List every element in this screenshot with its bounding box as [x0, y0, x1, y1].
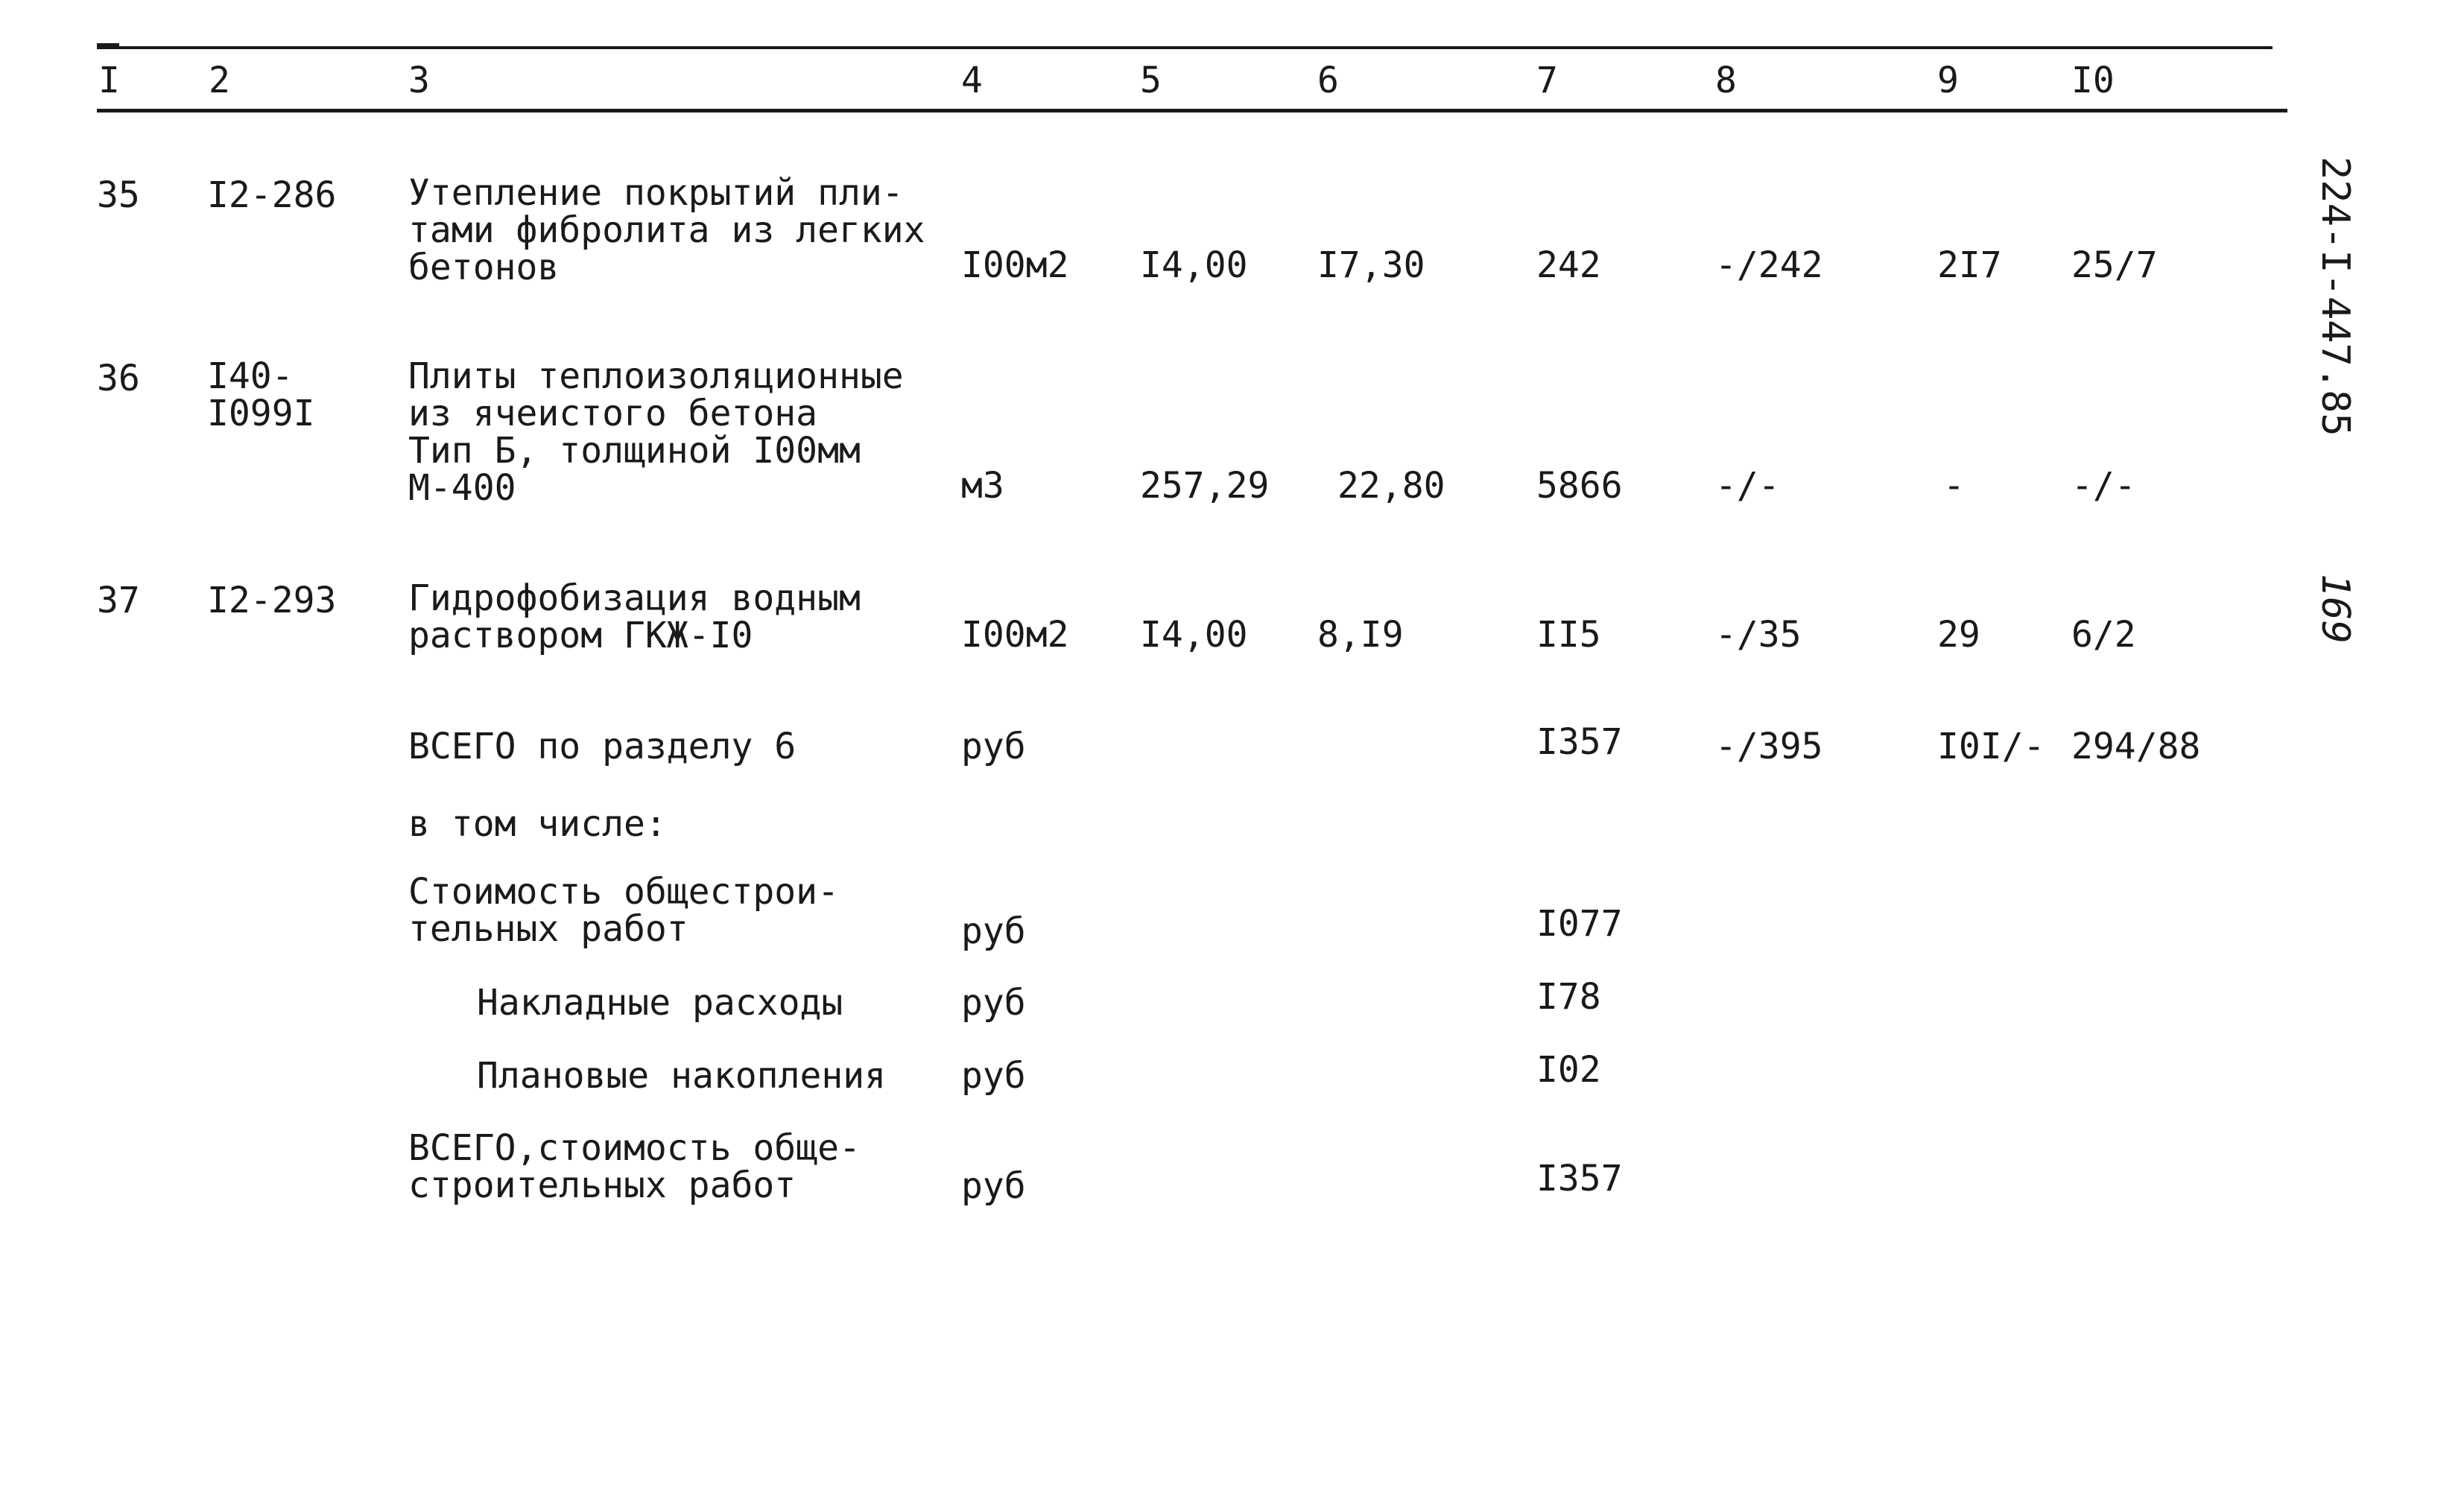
work-description: Утепление покрытий пли- тами фибролита из легких бетонов — [408, 172, 925, 288]
page-number: 169 — [2313, 574, 2357, 644]
document-code: 224-I-447.85 — [2313, 156, 2357, 437]
rate-code: I2-286 — [207, 174, 337, 216]
col8-value: -/35 — [1715, 614, 1802, 656]
planned-savings-cost: I02 — [1536, 1049, 1601, 1091]
col-header-9: 9 — [1937, 60, 1959, 101]
general-works-label: Стоимость общестрои- тельных работ — [408, 871, 839, 950]
col10-value: 6/2 — [2071, 614, 2136, 656]
col10-value: 25/7 — [2071, 244, 2158, 286]
total-cost: 5866 — [1536, 465, 1623, 507]
col9-value: 29 — [1937, 614, 1980, 656]
col8-value: -/- — [1715, 465, 1780, 507]
col8-value: -/242 — [1715, 244, 1823, 286]
section-total-unit: руб — [961, 726, 1026, 767]
overhead-cost: I78 — [1536, 976, 1601, 1018]
quantity: I4,00 — [1140, 614, 1248, 656]
header-bottom-rule — [97, 109, 2287, 112]
planned-savings-unit: руб — [961, 1055, 1026, 1097]
quantity: 257,29 — [1140, 465, 1270, 507]
unit: м3 — [961, 465, 1004, 507]
top-rule — [97, 46, 2273, 49]
section-total-col8: -/395 — [1715, 726, 1823, 767]
row-number: 37 — [97, 580, 140, 621]
col-header-8: 8 — [1715, 60, 1737, 101]
unit-price: 8,I9 — [1317, 614, 1404, 656]
including-label: в том числе: — [408, 803, 667, 845]
col9-value: - — [1943, 465, 1965, 507]
rate-code: I40- I099I — [207, 355, 315, 434]
work-description: Гидрофобизация водным раствором ГКЖ-I0 — [408, 577, 861, 656]
row-number: 36 — [97, 358, 140, 399]
col-header-7: 7 — [1536, 60, 1558, 101]
col-header-6: 6 — [1317, 60, 1339, 101]
top-rule-stub — [97, 43, 119, 46]
quantity: I4,00 — [1140, 244, 1248, 286]
total-cost: II5 — [1536, 614, 1601, 656]
total-cost: 242 — [1536, 244, 1601, 286]
unit-price: I7,30 — [1317, 244, 1425, 286]
work-description: Плиты теплоизоляционные из ячеистого бетона Тип Б, толщиной I00мм М-400 — [408, 355, 904, 509]
unit-price: 22,80 — [1337, 465, 1445, 507]
row-number: 35 — [97, 174, 140, 216]
col-header-4: 4 — [961, 60, 983, 101]
col-header-2: 2 — [209, 60, 230, 101]
section-total-cost: I357 — [1536, 721, 1623, 763]
section-total-label: ВСЕГО по разделу 6 — [408, 726, 796, 767]
col9-value: 2I7 — [1937, 244, 2002, 286]
grand-total-cost: I357 — [1536, 1158, 1623, 1199]
col-header-3: 3 — [408, 60, 430, 101]
overhead-unit: руб — [961, 982, 1026, 1024]
grand-total-unit: руб — [961, 1165, 1026, 1207]
col-header-5: 5 — [1140, 60, 1162, 101]
section-total-col9: I0I/- — [1937, 726, 2045, 767]
planned-savings-label: Плановые накопления — [477, 1055, 887, 1097]
col-header-1: I — [98, 60, 120, 101]
section-total-col10: 294/88 — [2071, 726, 2201, 767]
unit: I00м2 — [961, 244, 1069, 286]
overhead-label: Накладные расходы — [477, 982, 843, 1024]
unit: I00м2 — [961, 614, 1069, 656]
col10-value: -/- — [2071, 465, 2136, 507]
general-works-cost: I077 — [1536, 903, 1623, 945]
general-works-unit: руб — [961, 910, 1026, 952]
col-header-10: I0 — [2071, 60, 2115, 101]
rate-code: I2-293 — [207, 580, 337, 621]
grand-total-label: ВСЕГО,стоимость обще- строительных работ — [408, 1127, 861, 1206]
